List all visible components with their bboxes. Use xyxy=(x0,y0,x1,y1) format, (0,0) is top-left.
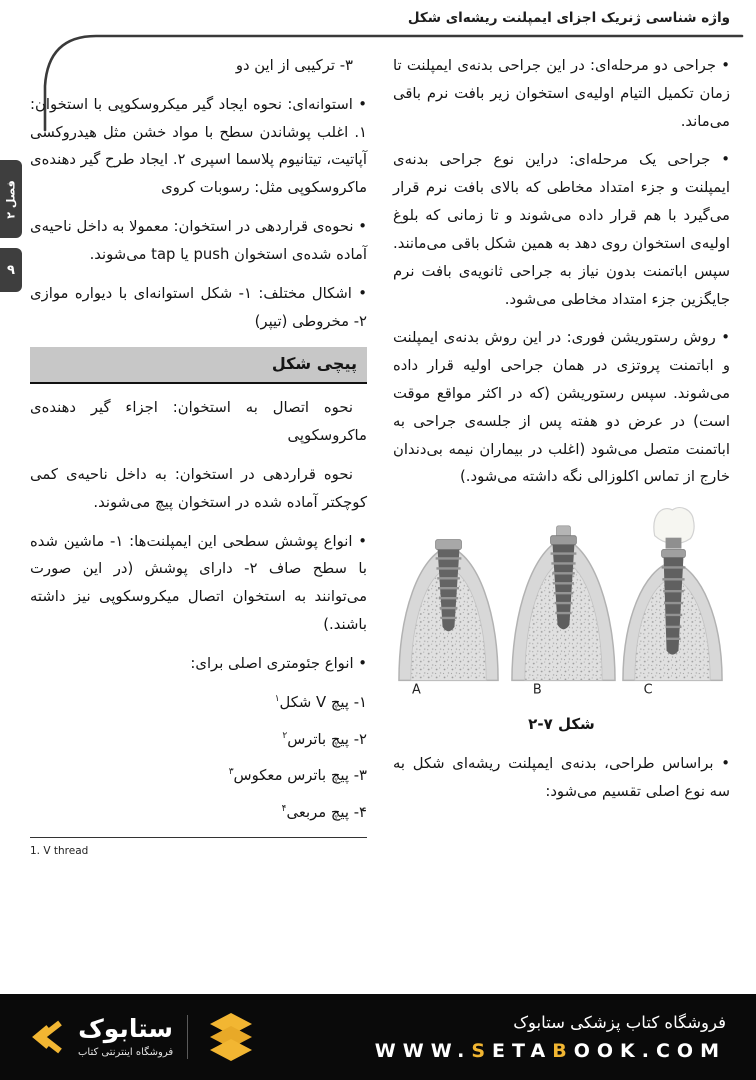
paragraph: • استوانه‌ای: نحوه ایجاد گیر میکروسکوپی با استخوان: ۱. اغلب پوشاندن سطح با مواد خشن مثل هیدروکسی آپاتیت، تیتانیوم پلاسما اسپری ۲. ایجاد طرح گیر دهنده‌ی ماکروسکوپی مثل: رسوبات کروی xyxy=(30,95,367,197)
footer xyxy=(0,994,756,1080)
logo-wordmark: ستابوک xyxy=(78,1014,173,1044)
logo-subtitle: فروشگاه اینترنتی کتاب xyxy=(78,1047,174,1059)
logo-text-block xyxy=(78,1015,173,1058)
paragraph: • انواع پوشش سطحی این ایمپلنت‌ها: ۱- ماشین شده با سطح صاف ۲- دارای پوشش (در این صورت می‌توانند به استخوان اتصال میکروسکوپی نیز داشته باشند.) xyxy=(30,532,368,634)
list-item-text: ۱- پیچ V شکل xyxy=(279,693,367,711)
chapter-tab xyxy=(0,160,22,238)
paragraph: ۳- ترکیبی از این دو xyxy=(235,57,353,74)
paragraph: • روش رستوریشن فوری: در این روش بدنه‌ی ایمپلنت و اباتمنت پروتزی در همان جراحی اولیه قرار داده می‌شوند. سپس رستوریشن (که در اکثر مواقع موقت است) در عرض دو هفته پس از جلسه‌ی جراحی به اباتمنت متصل می‌شود (اغلب در بیماران نیمه بی‌دندان خارج از تماس اکلوزالی نگه داشته می‌شود.) xyxy=(393,329,730,486)
list-item-text: ۳- پیچ باترس معکوس xyxy=(233,767,367,785)
figure-label-c: C xyxy=(643,682,653,697)
chapter-tab-label: فصل ۲ xyxy=(4,179,18,219)
paragraph: • انواع جئومتری اصلی برای: xyxy=(190,654,367,672)
paragraph: نحوه قراردهی در استخوان: به داخل ناحیه‌ی کمی کوچکتر آماده شده در استخوان پیچ می‌شوند. xyxy=(30,466,367,511)
paragraph: • براساس طراحی، بدنه‌ی ایمپلنت ریشه‌ای شکل به سه نوع اصلی تقسیم می‌شود: xyxy=(393,755,730,801)
implant-figure-image xyxy=(393,502,730,696)
section-header: پیچی شکل xyxy=(30,347,367,384)
list-item-text: ۴- پیچ مربعی xyxy=(286,804,367,822)
paragraph: • جراحی دو مرحله‌ای: در این جراحی بدنه‌ی ایمپلنت تا زمان تکمیل التیام اولیه‌ی استخوان زیر بافت نرم باقی می‌ماند. xyxy=(393,57,730,130)
footer-right-block xyxy=(375,1013,726,1062)
footnote-ref: ۲ xyxy=(282,730,288,741)
chevron-stack-emblem-icon xyxy=(202,1010,260,1064)
column-left xyxy=(30,52,367,986)
paragraph: • جراحی یک مرحله‌ای: دراین نوع جراحی بدنه‌ی ایمپلنت و جزء امتداد مخاطی که بالای بافت نرم قرار می‌گیرد با هم قرار داده می‌شوند و تا زمانی که بلوغ اولیه‌ی استخوان روی دهد به همین شکل باقی می‌مانند. سپس اباتمنت بدون نیاز به جراحی ثانویه‌ی بافت نرم جایگزین جزء امتداد مخاطی می‌شود. xyxy=(393,151,730,308)
list-item xyxy=(30,726,367,754)
footnote-separator xyxy=(30,837,367,838)
paragraph: • اشکال مختلف: ۱- شکل استوانه‌ای با دیواره موازی ۲- مخروطی (تیپر) xyxy=(30,284,367,330)
page-number-label: ۹ xyxy=(7,262,15,278)
footnote-ref: ۱ xyxy=(274,693,280,704)
list-item xyxy=(30,762,367,790)
figure-label-b: B xyxy=(532,682,542,697)
footnote-ref: ۴ xyxy=(281,804,287,815)
implant-a xyxy=(399,540,498,681)
store-name: فروشگاه کتاب پزشکی ستابوک xyxy=(513,1012,726,1032)
implant-b xyxy=(512,526,615,681)
text-columns xyxy=(30,52,730,986)
logo-divider xyxy=(187,1015,188,1059)
footer-url[interactable]: WWW.SETABOOK.COM xyxy=(374,1039,726,1062)
page-number-tab xyxy=(0,248,22,292)
list-item xyxy=(30,799,367,827)
double-chevron-icon xyxy=(30,1019,64,1055)
list-item-text: ۲- پیچ باترس xyxy=(287,730,367,748)
implant-figure xyxy=(393,502,730,738)
footnote-text: 1. V thread xyxy=(30,844,89,857)
page-title: واژه شناسی ژنریک اجزای ایمپلنت ریشه‌ای شکل xyxy=(407,10,730,26)
figure-caption: شکل ۷-۲ xyxy=(528,715,595,734)
setabook-logo[interactable] xyxy=(30,1010,260,1064)
implant-c xyxy=(623,508,722,681)
figure-label-a: A xyxy=(411,682,421,697)
footnote-ref: ۳ xyxy=(228,767,234,778)
list-item xyxy=(30,689,367,717)
paragraph: نحوه اتصال به استخوان: اجزاء گیر دهنده‌ی ماکروسکوپی xyxy=(30,399,367,445)
paragraph: • نحوه‌ی قراردهی در استخوان: معمولا به داخل ناحیه‌ی آماده شده‌ی استخوان push یا tap می‌شوند. xyxy=(30,218,367,263)
column-right xyxy=(393,52,730,986)
